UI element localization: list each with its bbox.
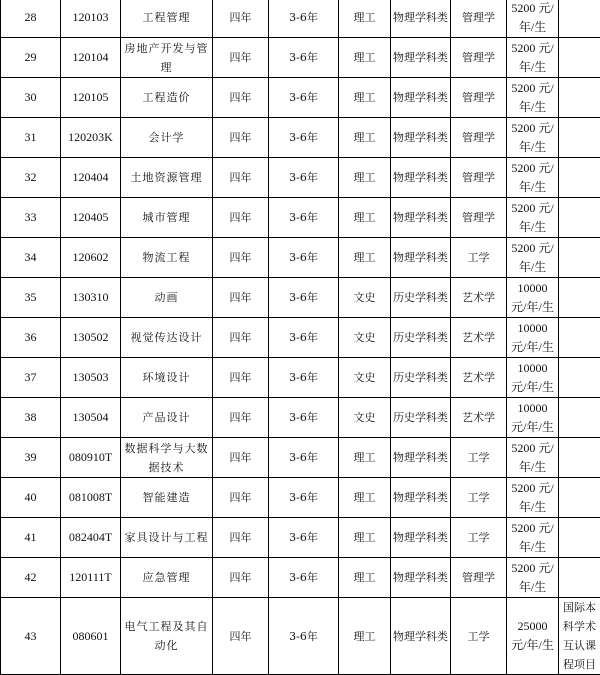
study-length-cell: 四年 xyxy=(213,78,269,118)
subject-category-cell: 物理学科类 xyxy=(391,198,451,238)
major-code-cell: 130502 xyxy=(61,318,121,358)
tuition-fee-cell: 5200 元/年/生 xyxy=(507,38,559,78)
study-length-cell: 四年 xyxy=(213,438,269,478)
remark-cell xyxy=(559,278,600,318)
tuition-fee-cell: 25000 元/年/生 xyxy=(507,598,559,675)
subject-category-cell: 历史学科类 xyxy=(391,318,451,358)
study-length-cell: 四年 xyxy=(213,598,269,675)
major-name-cell: 家具设计与工程 xyxy=(121,518,213,558)
tuition-fee-cell: 5200 元/年/生 xyxy=(507,558,559,598)
subject-category-cell: 物理学科类 xyxy=(391,518,451,558)
subject-category-cell: 物理学科类 xyxy=(391,38,451,78)
major-code-cell: 120404 xyxy=(61,158,121,198)
degree-type-cell: 管理学 xyxy=(451,198,507,238)
remark-cell xyxy=(559,78,600,118)
subject-category-cell: 物理学科类 xyxy=(391,0,451,38)
degree-type-cell: 管理学 xyxy=(451,38,507,78)
study-years-cell: 3-6年 xyxy=(269,358,339,398)
subject-category-cell: 物理学科类 xyxy=(391,438,451,478)
study-years-cell: 3-6年 xyxy=(269,78,339,118)
table-row xyxy=(1,38,600,78)
tuition-fee-cell: 5200 元/年/生 xyxy=(507,518,559,558)
major-name-cell: 环境设计 xyxy=(121,358,213,398)
study-length-cell: 四年 xyxy=(213,158,269,198)
table-row xyxy=(1,238,600,278)
study-years-cell: 3-6年 xyxy=(269,518,339,558)
row-number-cell: 30 xyxy=(1,78,61,118)
major-name-cell: 物流工程 xyxy=(121,238,213,278)
remark-cell xyxy=(559,238,600,278)
subject-field-cell: 理工 xyxy=(339,558,391,598)
subject-field-cell: 文史 xyxy=(339,358,391,398)
table-row xyxy=(1,318,600,358)
study-length-cell: 四年 xyxy=(213,558,269,598)
remark-cell xyxy=(559,198,600,238)
degree-type-cell: 艺术学 xyxy=(451,398,507,438)
major-name-cell: 视觉传达设计 xyxy=(121,318,213,358)
degree-type-cell: 艺术学 xyxy=(451,318,507,358)
remark-cell xyxy=(559,38,600,78)
subject-field-cell: 理工 xyxy=(339,438,391,478)
major-name-cell: 数据科学与大数据技术 xyxy=(121,438,213,478)
table-row xyxy=(1,278,600,318)
row-number-cell: 40 xyxy=(1,478,61,518)
study-length-cell: 四年 xyxy=(213,238,269,278)
study-years-cell: 3-6年 xyxy=(269,0,339,38)
row-number-cell: 31 xyxy=(1,118,61,158)
study-length-cell: 四年 xyxy=(213,38,269,78)
row-number-cell: 36 xyxy=(1,318,61,358)
remark-cell xyxy=(559,158,600,198)
table-row xyxy=(1,0,600,38)
degree-type-cell: 管理学 xyxy=(451,118,507,158)
tuition-fee-cell: 5200 元/年/生 xyxy=(507,198,559,238)
remark-cell xyxy=(559,318,600,358)
subject-category-cell: 物理学科类 xyxy=(391,558,451,598)
study-years-cell: 3-6年 xyxy=(269,38,339,78)
tuition-fee-cell: 5200 元/年/生 xyxy=(507,118,559,158)
subject-field-cell: 文史 xyxy=(339,318,391,358)
tuition-fee-cell: 5200 元/年/生 xyxy=(507,78,559,118)
major-code-cell: 130504 xyxy=(61,398,121,438)
major-code-cell: 080910T xyxy=(61,438,121,478)
study-years-cell: 3-6年 xyxy=(269,318,339,358)
major-name-cell: 智能建造 xyxy=(121,478,213,518)
major-code-cell: 120111T xyxy=(61,558,121,598)
subject-category-cell: 物理学科类 xyxy=(391,118,451,158)
major-code-cell: 120104 xyxy=(61,38,121,78)
degree-type-cell: 工学 xyxy=(451,478,507,518)
subject-category-cell: 历史学科类 xyxy=(391,358,451,398)
study-length-cell: 四年 xyxy=(213,118,269,158)
study-years-cell: 3-6年 xyxy=(269,398,339,438)
subject-category-cell: 物理学科类 xyxy=(391,158,451,198)
tuition-fee-cell: 5200 元/年/生 xyxy=(507,158,559,198)
study-years-cell: 3-6年 xyxy=(269,598,339,675)
table-row xyxy=(1,198,600,238)
study-length-cell: 四年 xyxy=(213,278,269,318)
subject-field-cell: 理工 xyxy=(339,238,391,278)
remark-cell xyxy=(559,478,600,518)
major-code-cell: 120602 xyxy=(61,238,121,278)
major-code-cell: 130503 xyxy=(61,358,121,398)
major-name-cell: 电气工程及其自动化 xyxy=(121,598,213,675)
remark-cell xyxy=(559,398,600,438)
degree-type-cell: 管理学 xyxy=(451,158,507,198)
study-years-cell: 3-6年 xyxy=(269,558,339,598)
row-number-cell: 42 xyxy=(1,558,61,598)
row-number-cell: 43 xyxy=(1,598,61,675)
degree-type-cell: 艺术学 xyxy=(451,358,507,398)
study-years-cell: 3-6年 xyxy=(269,198,339,238)
table-body xyxy=(1,0,600,675)
remark-cell xyxy=(559,358,600,398)
major-name-cell: 土地资源管理 xyxy=(121,158,213,198)
major-name-cell: 房地产开发与管理 xyxy=(121,38,213,78)
subject-field-cell: 理工 xyxy=(339,118,391,158)
table-row xyxy=(1,518,600,558)
subject-category-cell: 历史学科类 xyxy=(391,278,451,318)
table-row xyxy=(1,78,600,118)
major-code-cell: 082404T xyxy=(61,518,121,558)
tuition-fee-cell: 10000 元/年/生 xyxy=(507,318,559,358)
subject-field-cell: 理工 xyxy=(339,598,391,675)
degree-type-cell: 工学 xyxy=(451,518,507,558)
row-number-cell: 35 xyxy=(1,278,61,318)
major-code-cell: 130310 xyxy=(61,278,121,318)
remark-cell xyxy=(559,118,600,158)
row-number-cell: 28 xyxy=(1,0,61,38)
study-length-cell: 四年 xyxy=(213,358,269,398)
remark-cell xyxy=(559,0,600,38)
study-years-cell: 3-6年 xyxy=(269,118,339,158)
table-row xyxy=(1,358,600,398)
major-name-cell: 工程造价 xyxy=(121,78,213,118)
table-row xyxy=(1,438,600,478)
table-row xyxy=(1,558,600,598)
subject-category-cell: 物理学科类 xyxy=(391,238,451,278)
remark-cell xyxy=(559,518,600,558)
tuition-fee-cell: 10000 元/年/生 xyxy=(507,358,559,398)
study-years-cell: 3-6年 xyxy=(269,158,339,198)
subject-field-cell: 理工 xyxy=(339,478,391,518)
row-number-cell: 39 xyxy=(1,438,61,478)
major-name-cell: 城市管理 xyxy=(121,198,213,238)
tuition-fee-cell: 5200 元/年/生 xyxy=(507,478,559,518)
major-code-cell: 120103 xyxy=(61,0,121,38)
major-code-cell: 080601 xyxy=(61,598,121,675)
degree-type-cell: 管理学 xyxy=(451,78,507,118)
major-code-cell: 120203K xyxy=(61,118,121,158)
row-number-cell: 34 xyxy=(1,238,61,278)
study-length-cell: 四年 xyxy=(213,398,269,438)
major-name-cell: 动画 xyxy=(121,278,213,318)
row-number-cell: 41 xyxy=(1,518,61,558)
subject-field-cell: 理工 xyxy=(339,158,391,198)
degree-type-cell: 工学 xyxy=(451,238,507,278)
subject-category-cell: 物理学科类 xyxy=(391,478,451,518)
table-row xyxy=(1,118,600,158)
subject-field-cell: 理工 xyxy=(339,78,391,118)
degree-type-cell: 艺术学 xyxy=(451,278,507,318)
major-name-cell: 应急管理 xyxy=(121,558,213,598)
subject-field-cell: 理工 xyxy=(339,38,391,78)
tuition-fee-cell: 5200 元/年/生 xyxy=(507,0,559,38)
study-years-cell: 3-6年 xyxy=(269,238,339,278)
table-row xyxy=(1,478,600,518)
degree-type-cell: 管理学 xyxy=(451,558,507,598)
degree-type-cell: 工学 xyxy=(451,438,507,478)
study-length-cell: 四年 xyxy=(213,478,269,518)
row-number-cell: 29 xyxy=(1,38,61,78)
tuition-fee-cell: 10000 元/年/生 xyxy=(507,278,559,318)
row-number-cell: 32 xyxy=(1,158,61,198)
subject-category-cell: 物理学科类 xyxy=(391,598,451,675)
major-name-cell: 产品设计 xyxy=(121,398,213,438)
table-row xyxy=(1,598,600,675)
major-name-cell: 会计学 xyxy=(121,118,213,158)
remark-cell: 国际本科学术互认课程项目 xyxy=(559,598,600,675)
tuition-fee-cell: 10000 元/年/生 xyxy=(507,398,559,438)
row-number-cell: 38 xyxy=(1,398,61,438)
study-length-cell: 四年 xyxy=(213,518,269,558)
subject-category-cell: 历史学科类 xyxy=(391,398,451,438)
subject-category-cell: 物理学科类 xyxy=(391,78,451,118)
major-code-cell: 081008T xyxy=(61,478,121,518)
major-code-cell: 120105 xyxy=(61,78,121,118)
tuition-fee-cell: 5200 元/年/生 xyxy=(507,238,559,278)
study-length-cell: 四年 xyxy=(213,0,269,38)
subject-field-cell: 理工 xyxy=(339,518,391,558)
major-name-cell: 工程管理 xyxy=(121,0,213,38)
study-years-cell: 3-6年 xyxy=(269,438,339,478)
study-years-cell: 3-6年 xyxy=(269,478,339,518)
study-length-cell: 四年 xyxy=(213,318,269,358)
table-row xyxy=(1,398,600,438)
tuition-fee-cell: 5200 元/年/生 xyxy=(507,438,559,478)
table-row xyxy=(1,158,600,198)
subject-field-cell: 文史 xyxy=(339,398,391,438)
subject-field-cell: 理工 xyxy=(339,198,391,238)
degree-type-cell: 管理学 xyxy=(451,0,507,38)
row-number-cell: 37 xyxy=(1,358,61,398)
subject-field-cell: 理工 xyxy=(339,0,391,38)
study-years-cell: 3-6年 xyxy=(269,278,339,318)
study-length-cell: 四年 xyxy=(213,198,269,238)
remark-cell xyxy=(559,558,600,598)
degree-type-cell: 工学 xyxy=(451,598,507,675)
subject-field-cell: 文史 xyxy=(339,278,391,318)
remark-cell xyxy=(559,438,600,478)
row-number-cell: 33 xyxy=(1,198,61,238)
major-code-cell: 120405 xyxy=(61,198,121,238)
